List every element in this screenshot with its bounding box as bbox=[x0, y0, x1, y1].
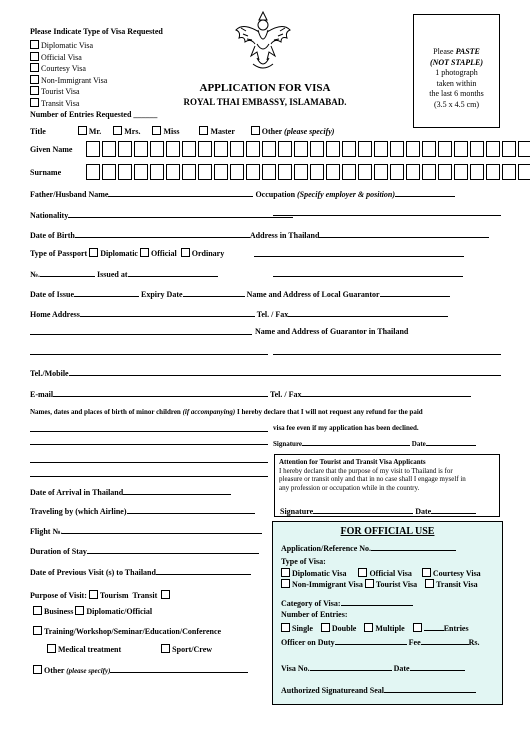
mobile-field[interactable]: Tel./Mobile bbox=[30, 367, 274, 378]
letter-box[interactable] bbox=[310, 164, 324, 180]
surname-label: Surname bbox=[30, 168, 62, 177]
letter-box[interactable] bbox=[454, 141, 468, 157]
home-address-field[interactable]: Home Address Tel. / Fax bbox=[30, 308, 448, 319]
given-name-boxes[interactable] bbox=[86, 141, 530, 157]
letter-box[interactable] bbox=[374, 141, 388, 157]
letter-box[interactable] bbox=[102, 141, 116, 157]
photo-box[interactable]: Please PASTE (NOT STAPLE) 1 photograph taken within the last 6 months (3.5 x 4.5 cm) bbox=[413, 14, 500, 128]
letter-box[interactable] bbox=[518, 164, 530, 180]
letter-box[interactable] bbox=[150, 164, 164, 180]
father-name-field[interactable]: Father/Husband Name Occupation (Specify employer & position) bbox=[30, 188, 455, 199]
letter-box[interactable] bbox=[326, 164, 340, 180]
officer-field[interactable]: Officer on Duty Fee Rs. bbox=[281, 638, 480, 647]
letter-box[interactable] bbox=[214, 141, 228, 157]
letter-box[interactable] bbox=[390, 164, 404, 180]
letter-box[interactable] bbox=[358, 164, 372, 180]
letter-box[interactable] bbox=[294, 164, 308, 180]
letter-box[interactable] bbox=[102, 164, 116, 180]
visa-type-option[interactable]: Transit Visa bbox=[30, 98, 107, 110]
official-type-row-1[interactable]: Diplomatic Visa Official Visa Courtesy Visa bbox=[281, 568, 481, 578]
letter-box[interactable] bbox=[246, 141, 260, 157]
minors-label: Names, dates and places of birth of minor children (if accompanying) I hereby declare that I will not request any refund for the paid bbox=[30, 408, 423, 416]
letter-box[interactable] bbox=[486, 141, 500, 157]
letter-box[interactable] bbox=[342, 141, 356, 157]
letter-box[interactable] bbox=[230, 141, 244, 157]
visa-type-option[interactable]: Diplomatic Visa bbox=[30, 40, 107, 52]
entries-label: Number of Entries: bbox=[281, 610, 348, 619]
email-field[interactable]: E-mail Tel. / Fax bbox=[30, 388, 471, 399]
letter-box[interactable] bbox=[246, 164, 260, 180]
declaration-line: visa fee even if my application has been declined. bbox=[273, 424, 419, 432]
form-subtitle: ROYAL THAI EMBASSY, ISLAMABAD. bbox=[183, 97, 347, 107]
reference-field[interactable]: Application/Reference No. bbox=[281, 542, 456, 553]
letter-box[interactable] bbox=[198, 164, 212, 180]
letter-box[interactable] bbox=[166, 141, 180, 157]
letter-box[interactable] bbox=[118, 164, 132, 180]
purpose-row-4[interactable]: Medical treatment Sport/Crew bbox=[47, 644, 212, 654]
title-option[interactable]: Miss bbox=[152, 127, 179, 136]
letter-box[interactable] bbox=[198, 141, 212, 157]
official-use-box bbox=[272, 521, 503, 705]
title-option[interactable]: Mrs. bbox=[113, 127, 140, 136]
letter-box[interactable] bbox=[422, 164, 436, 180]
official-type-row-2[interactable]: Non-Immigrant Visa Tourist Visa Transit Visa bbox=[281, 579, 478, 589]
title-option[interactable]: Master bbox=[199, 127, 234, 136]
entries-options[interactable]: Single Double Multiple Entries bbox=[281, 622, 469, 633]
guarantor-thai-label: Name and Address of Guarantor in Thailand bbox=[255, 327, 409, 336]
airline-field[interactable]: Traveling by (which Airline) bbox=[30, 505, 255, 516]
letter-box[interactable] bbox=[486, 164, 500, 180]
letter-box[interactable] bbox=[230, 164, 244, 180]
visa-type-option[interactable]: Courtesy Visa bbox=[30, 63, 107, 75]
letter-box[interactable] bbox=[438, 164, 452, 180]
letter-box[interactable] bbox=[118, 141, 132, 157]
visa-type-heading: Please Indicate Type of Visa Requested bbox=[30, 27, 163, 36]
purpose-row-3[interactable]: Training/Workshop/Seminar/Education/Conference bbox=[33, 626, 221, 636]
attention-signature[interactable]: Signature Date bbox=[280, 505, 476, 516]
title-option[interactable]: Mr. bbox=[78, 127, 101, 136]
letter-box[interactable] bbox=[374, 164, 388, 180]
letter-box[interactable] bbox=[150, 141, 164, 157]
visa-type-list bbox=[30, 40, 107, 109]
letter-box[interactable] bbox=[502, 141, 516, 157]
title-row: Title Mr. Mrs. Miss Master Other (please specify) bbox=[30, 127, 335, 136]
letter-box[interactable] bbox=[326, 141, 340, 157]
visa-type-option[interactable]: Non-Immigrant Visa bbox=[30, 75, 107, 87]
visa-type-option[interactable]: Official Visa bbox=[30, 52, 107, 64]
letter-box[interactable] bbox=[310, 141, 324, 157]
form-title: APPLICATION FOR VISA bbox=[199, 82, 331, 94]
passport-type-field[interactable]: Type of Passport Diplomatic Official Ordinary bbox=[30, 249, 225, 258]
letter-box[interactable] bbox=[214, 164, 228, 180]
dob-field[interactable]: Date of Birth Address in Thailand bbox=[30, 229, 489, 240]
letter-box[interactable] bbox=[422, 141, 436, 157]
letter-box[interactable] bbox=[166, 164, 180, 180]
duration-field[interactable]: Duration of Stay bbox=[30, 545, 259, 556]
letter-box[interactable] bbox=[182, 164, 196, 180]
visa-type-option[interactable]: Tourist Visa bbox=[30, 86, 107, 98]
letter-box[interactable] bbox=[134, 141, 148, 157]
flight-field[interactable]: Flight №. bbox=[30, 525, 262, 536]
letter-box[interactable] bbox=[502, 164, 516, 180]
letter-box[interactable] bbox=[438, 141, 452, 157]
letter-box[interactable] bbox=[294, 141, 308, 157]
letter-box[interactable] bbox=[470, 164, 484, 180]
letter-box[interactable] bbox=[406, 141, 420, 157]
letter-box[interactable] bbox=[278, 164, 292, 180]
purpose-other[interactable]: Other (please specify) bbox=[33, 664, 248, 675]
visa-no-field[interactable]: Visa No. Date bbox=[281, 662, 465, 673]
letter-box[interactable] bbox=[134, 164, 148, 180]
arrival-field[interactable]: Date of Arrival in Thailand bbox=[30, 486, 231, 497]
letter-box[interactable] bbox=[86, 141, 100, 157]
previous-visit-field[interactable]: Date of Previous Visit (s) to Thailand bbox=[30, 566, 251, 577]
declaration-signature[interactable]: Signature Date bbox=[273, 437, 476, 448]
letter-box[interactable] bbox=[518, 141, 530, 157]
letter-box[interactable] bbox=[182, 141, 196, 157]
purpose-row-1[interactable]: Purpose of Visit: Tourism Transit bbox=[30, 590, 172, 600]
authorized-signature-field[interactable]: Authorized Signatureand Seal bbox=[281, 684, 476, 695]
letter-box[interactable] bbox=[342, 164, 356, 180]
letter-box[interactable] bbox=[86, 164, 100, 180]
surname-boxes[interactable] bbox=[86, 164, 530, 180]
letter-box[interactable] bbox=[358, 141, 372, 157]
official-use-heading: FOR OFFICIAL USE bbox=[340, 526, 435, 537]
category-field[interactable]: Category of Visa: bbox=[281, 597, 413, 608]
letter-box[interactable] bbox=[470, 141, 484, 157]
date-issue-field[interactable]: Date of Issue Expiry Date Name and Address of Local Guarantor bbox=[30, 288, 450, 299]
letter-box[interactable] bbox=[406, 164, 420, 180]
letter-box[interactable] bbox=[262, 141, 276, 157]
garuda-emblem-icon bbox=[233, 8, 293, 72]
passport-number-field[interactable]: №. Issued at bbox=[30, 268, 218, 279]
nationality-field[interactable]: Nationality bbox=[30, 209, 293, 220]
given-name-label: Given Name bbox=[30, 145, 73, 154]
entries-requested: Number of Entries Requested ______ bbox=[30, 110, 158, 119]
letter-box[interactable] bbox=[390, 141, 404, 157]
attention-box: Attention for Tourist and Transit Visa Applicants I hereby declare that the purpose of my visit to Thailand is for pleasure or transit only and that in no case shall I engage myself in any profession or occupation while in the country. bbox=[274, 454, 500, 517]
title-option[interactable]: Other (please specify) bbox=[251, 127, 335, 136]
letter-box[interactable] bbox=[454, 164, 468, 180]
letter-box[interactable] bbox=[278, 141, 292, 157]
type-of-visa-label: Type of Visa: bbox=[281, 557, 326, 566]
purpose-row-2[interactable]: Business Diplomatic/Official bbox=[33, 606, 152, 616]
letter-box[interactable] bbox=[262, 164, 276, 180]
